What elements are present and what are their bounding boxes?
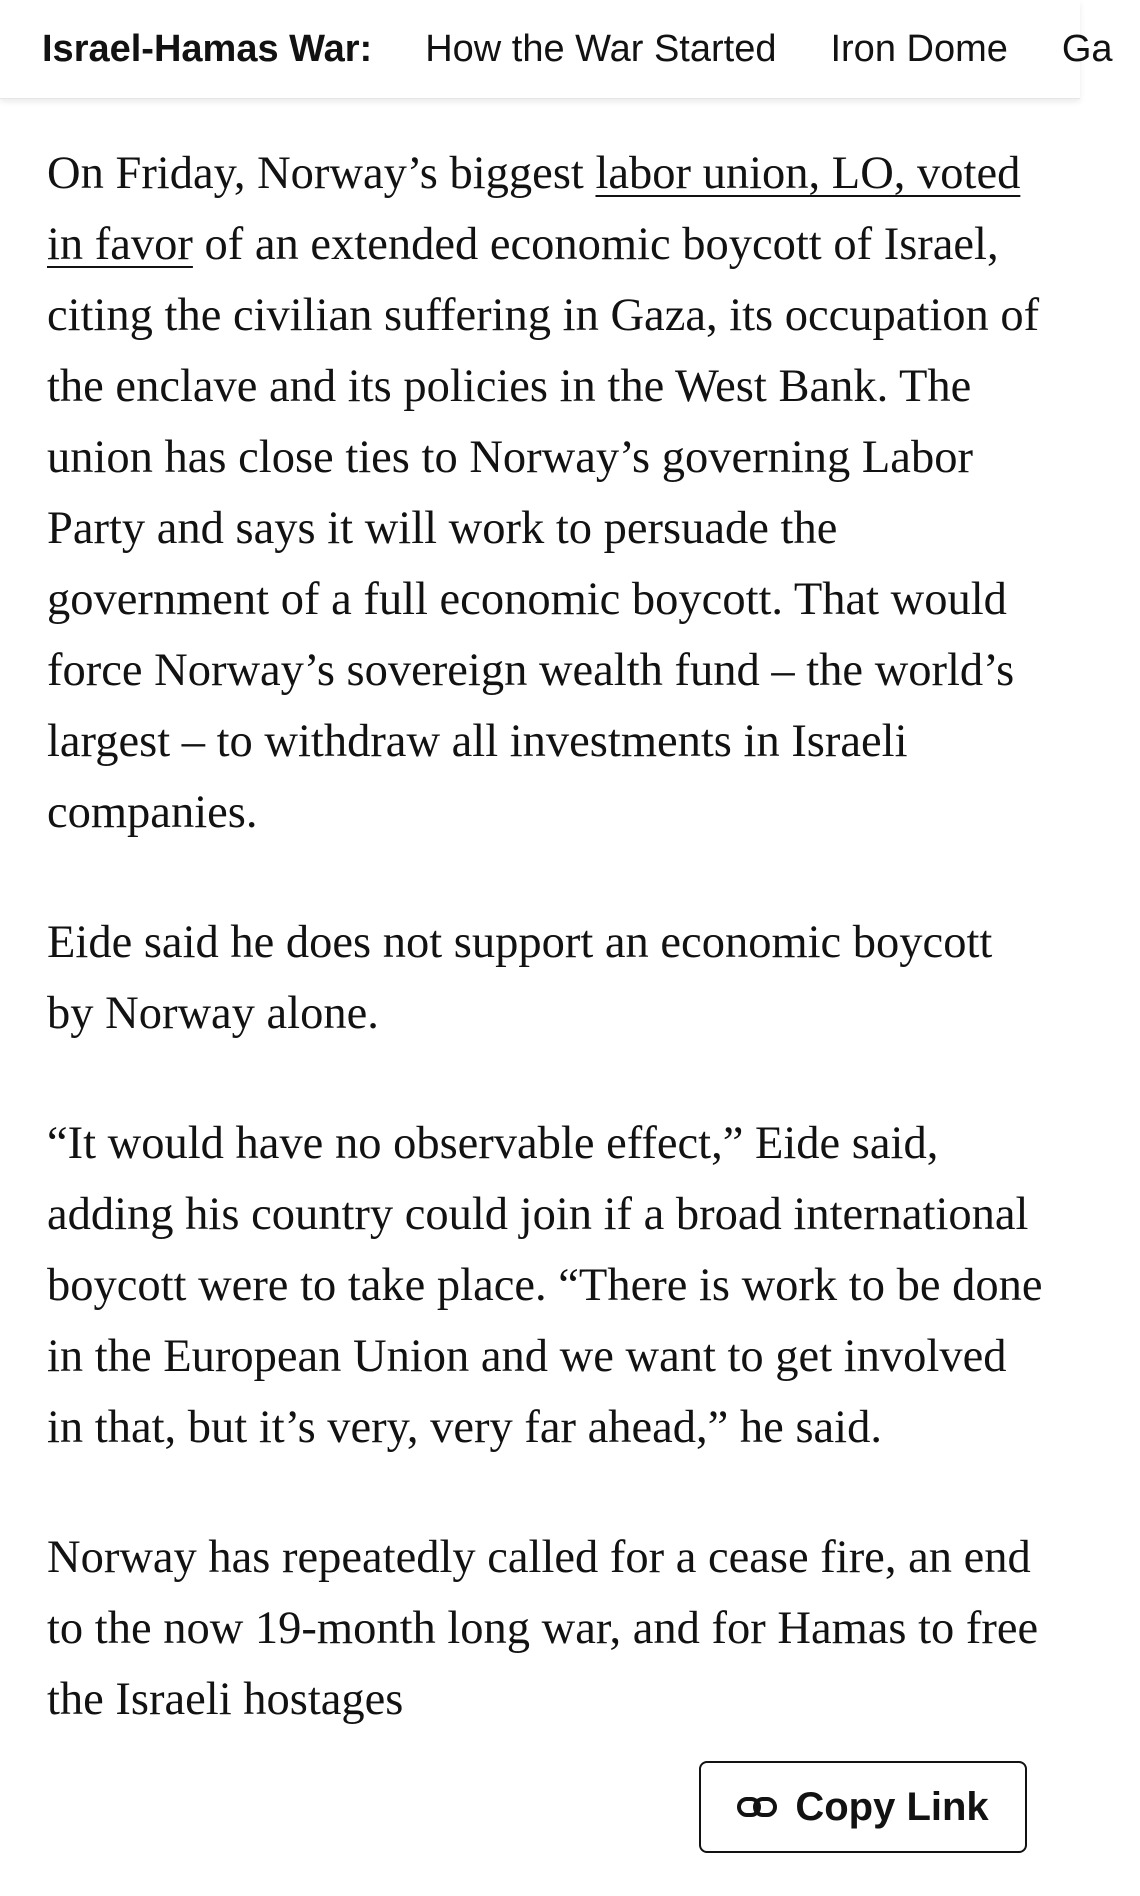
copy-link-label: Copy Link bbox=[795, 1784, 989, 1829]
link-icon bbox=[737, 1795, 777, 1819]
article-paragraph: “It would have no observable effect,” Eide said, adding his country could join if a broad international boycott were to take place. “There is work to be done in the European Union and we want to get involved in that, but it’s very, very far ahead,” he said. bbox=[47, 1118, 1043, 1453]
paragraph-text: of an extended economic boycott of Israel, citing the civilian suffering in Gaza, its occupation of the enclave and its policies in the West Bank. The union has close ties to Norway’s governing Labor Party and says it will work to persuade the government of a full economic boycott. That would force Norway’s sovereign wealth fund – the world’s largest – to withdraw all investments in Israeli companies. bbox=[47, 219, 1040, 838]
nav-link-iron-dome[interactable]: Iron Dome bbox=[830, 27, 1008, 70]
article-paragraph: Eide said he does not support an economic boycott by Norway alone. bbox=[47, 917, 993, 1039]
article-body bbox=[47, 138, 1047, 1794]
article-paragraph: Norway has repeatedly called for a cease fire, an end to the now 19-month long war, and for Hamas to free the Israeli hostages bbox=[47, 1532, 1039, 1725]
copy-link-button[interactable] bbox=[699, 1761, 1027, 1853]
nav-link-gaza[interactable]: Ga bbox=[1061, 27, 1113, 70]
article-paragraph bbox=[47, 138, 1047, 848]
paragraph-text: On Friday, Norway’s biggest bbox=[47, 148, 596, 199]
topic-label: Israel-Hamas War: bbox=[42, 27, 373, 70]
labor-union-vote-link[interactable]: labor union, LO, voted in favor bbox=[47, 148, 1021, 270]
topic-nav-bar bbox=[0, 0, 1113, 99]
nav-link-how-the-war-started[interactable]: How the War Started bbox=[425, 27, 777, 70]
